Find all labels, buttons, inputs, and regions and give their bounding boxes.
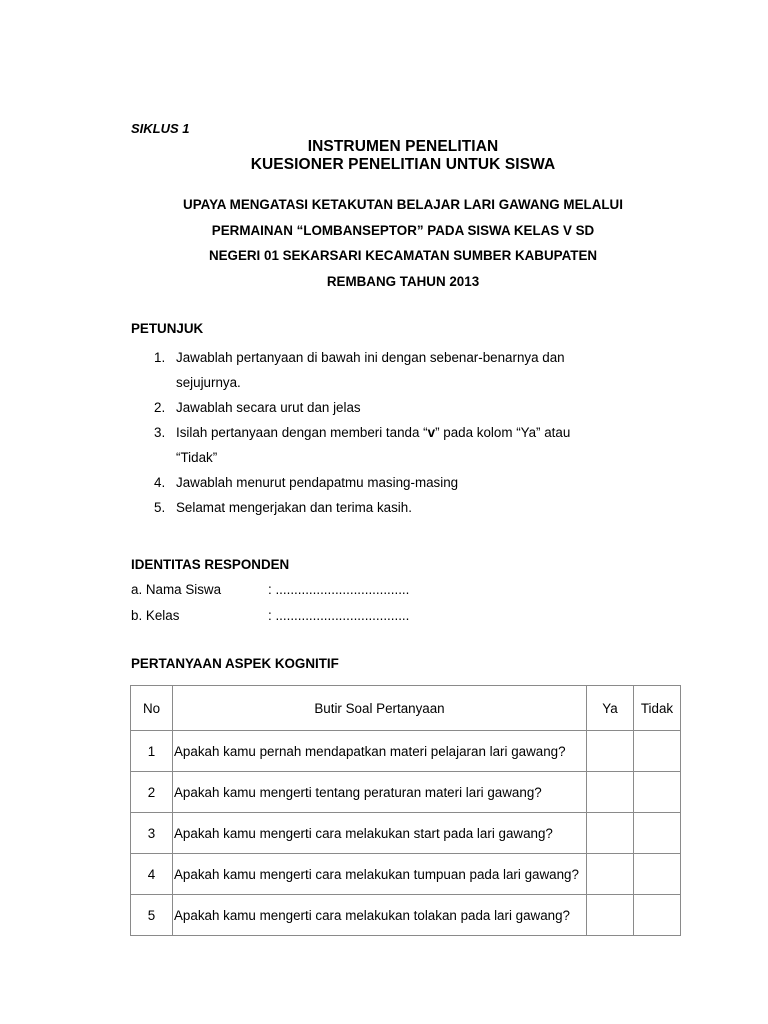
answer-cell-tidak[interactable] [634, 813, 681, 854]
question-text: Apakah kamu mengerti cara melakukan tolakan pada lari gawang? [174, 907, 571, 923]
table-row [131, 813, 681, 854]
instruction-text-cont: sejujurnya. [176, 375, 241, 390]
question-text: Apakah kamu mengerti cara melakukan tumpuan pada lari gawang? [174, 866, 579, 882]
row-number: 1 [131, 731, 173, 772]
column-header-question: Butir Soal Pertanyaan [173, 686, 587, 731]
table-row [131, 731, 681, 772]
identitas-heading: IDENTITAS RESPONDEN [131, 557, 290, 572]
research-title-line: REMBANG TAHUN 2013 [326, 273, 480, 289]
column-header-no: No [131, 686, 173, 731]
student-class-label: b. Kelas [131, 608, 180, 623]
cycle-label: SIKLUS 1 [131, 121, 190, 136]
row-number: 5 [131, 895, 173, 936]
instruction-text: Jawablah menurut pendapatmu masing-masing [176, 475, 459, 490]
instruction-item [131, 420, 691, 470]
answer-cell-ya[interactable] [587, 895, 634, 936]
instruction-text-part: ” pada kolom “Ya” atau [435, 425, 571, 440]
answer-cell-tidak[interactable] [634, 772, 681, 813]
instruction-item [131, 495, 691, 520]
petunjuk-heading: PETUNJUK [131, 321, 204, 336]
row-number: 2 [131, 772, 173, 813]
instruction-item [131, 345, 691, 395]
research-title [131, 192, 675, 294]
instruction-text-cont: “Tidak” [176, 450, 218, 465]
instruction-number: 2. [154, 400, 166, 415]
student-name-label: a. Nama Siswa [131, 582, 222, 597]
table-row [131, 895, 681, 936]
answer-cell-tidak[interactable] [634, 854, 681, 895]
table-row [131, 772, 681, 813]
instruction-list [131, 345, 691, 520]
research-title-line: UPAYA MENGATASI KETAKUTAN BELAJAR LARI GAWANG MELALUI [183, 197, 623, 212]
instruction-number: 5. [154, 500, 166, 515]
document-subtitle: KUESIONER PENELITIAN UNTUK SISWA [250, 156, 556, 173]
answer-cell-ya[interactable] [587, 772, 634, 813]
answer-cell-ya[interactable] [587, 854, 634, 895]
answer-cell-ya[interactable] [587, 731, 634, 772]
instruction-number: 1. [154, 350, 166, 365]
question-text: Apakah kamu pernah mendapatkan materi pelajaran lari gawang? [174, 743, 566, 759]
column-header-ya: Ya [587, 686, 634, 731]
student-name-blank: : .................................... [268, 582, 410, 597]
instruction-text: Jawablah pertanyaan di bawah ini dengan sebenar-benarnya dan [176, 350, 565, 365]
instruction-text: Jawablah secara urut dan jelas [176, 400, 361, 415]
research-title-line: PERMAINAN “LOMBANSEPTOR” PADA SISWA KELAS V SD [211, 222, 595, 238]
instruction-text-part: Isilah pertanyaan dengan memberi tanda “ [176, 425, 428, 440]
instruction-text: Selamat mengerjakan dan terima kasih. [176, 500, 412, 515]
research-title-line: NEGERI 01 SEKARSARI KECAMATAN SUMBER KABUPATEN [208, 248, 598, 263]
student-class-field [131, 608, 409, 623]
questionnaire-table [130, 685, 681, 936]
row-number: 4 [131, 854, 173, 895]
answer-cell-tidak[interactable] [634, 895, 681, 936]
question-text: Apakah kamu mengerti tentang peraturan materi lari gawang? [174, 784, 542, 800]
column-header-tidak: Tidak [634, 686, 681, 731]
kognitif-heading: PERTANYAAN ASPEK KOGNITIF [131, 656, 339, 671]
question-text: Apakah kamu mengerti cara melakukan start pada lari gawang? [174, 825, 553, 841]
document-title: INSTRUMEN PENELITIAN [307, 138, 499, 155]
answer-cell-tidak[interactable] [634, 731, 681, 772]
instruction-number: 4. [154, 475, 166, 490]
row-number: 3 [131, 813, 173, 854]
table-header-row [131, 686, 681, 731]
table-row [131, 854, 681, 895]
instruction-text [176, 420, 691, 445]
student-class-blank: : .................................... [268, 608, 410, 623]
student-name-field [131, 582, 409, 597]
instruction-item [131, 395, 691, 420]
checkmark-symbol: v [427, 425, 436, 440]
instruction-item [131, 470, 691, 495]
instruction-number: 3. [154, 425, 166, 440]
answer-cell-ya[interactable] [587, 813, 634, 854]
